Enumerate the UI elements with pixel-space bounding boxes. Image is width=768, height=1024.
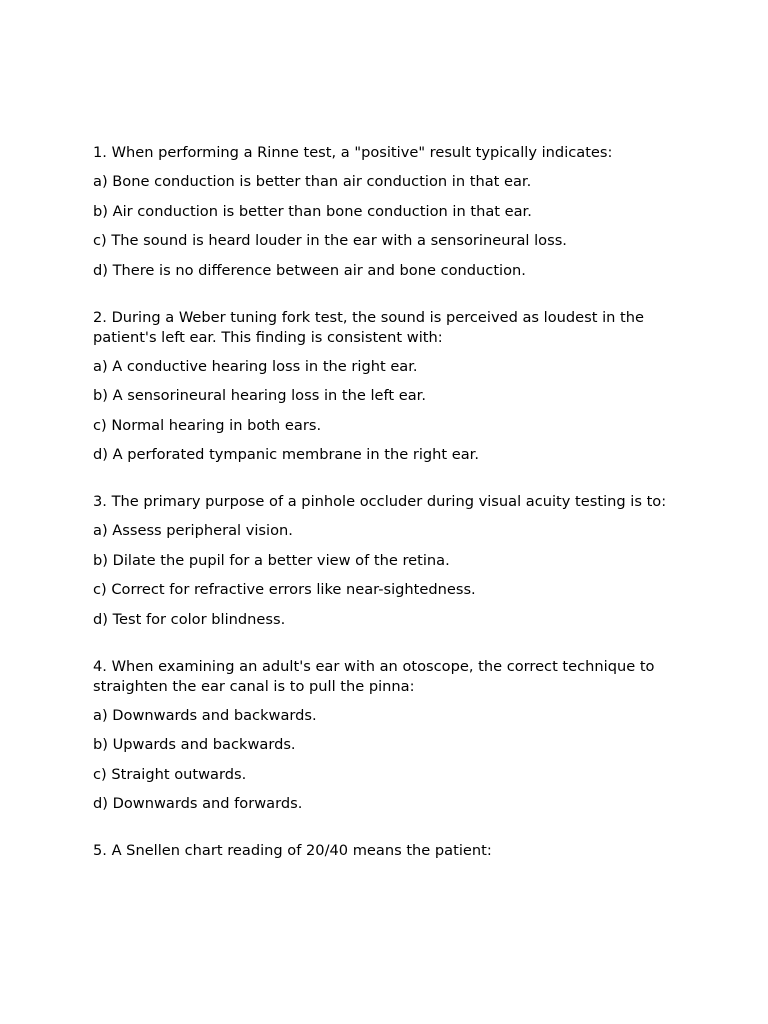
question-prompt: 1. When performing a Rinne test, a "positive" result typically indicates: (93, 144, 613, 161)
question-5 (93, 841, 673, 861)
answer-option-a: a) A conductive hearing loss in the right ear. (93, 357, 418, 375)
document-page (93, 143, 673, 888)
answer-option-d: d) Test for color blindness. (93, 610, 286, 628)
answer-option-b: b) Air conduction is better than bone conduction in that ear. (93, 202, 532, 220)
answer-option-b: b) A sensorineural hearing loss in the left ear. (93, 387, 426, 404)
answer-option-c: c) Straight outwards. (93, 765, 247, 783)
question-1 (93, 143, 673, 281)
question-4 (93, 657, 673, 815)
answer-option-c: c) Normal hearing in both ears. (93, 416, 322, 434)
answer-option-a: a) Assess peripheral vision. (93, 522, 293, 539)
answer-option-c: c) The sound is heard louder in the ear with a sensorineural loss. (93, 232, 567, 249)
question-2 (93, 308, 673, 466)
answer-option-b: b) Upwards and backwards. (93, 736, 296, 753)
question-3 (93, 492, 673, 630)
answer-option-d: d) Downwards and forwards. (93, 795, 303, 812)
question-prompt: 4. When examining an adult's ear with an otoscope, the correct technique to straighten the ear canal is to pull the pinna: (93, 657, 655, 695)
question-prompt: 2. During a Weber tuning fork test, the sound is perceived as loudest in the patient's left ear. This finding is consistent with: (93, 308, 644, 346)
question-prompt: 3. The primary purpose of a pinhole occluder during visual acuity testing is to: (93, 493, 667, 510)
answer-option-a: a) Downwards and backwards. (93, 706, 317, 724)
answer-option-c: c) Correct for refractive errors like near-sightedness. (93, 581, 476, 598)
answer-option-d: d) There is no difference between air and bone conduction. (93, 261, 526, 279)
question-prompt: 5. A Snellen chart reading of 20/40 means the patient: (93, 842, 492, 859)
answer-option-a: a) Bone conduction is better than air conduction in that ear. (93, 173, 532, 190)
answer-option-b: b) Dilate the pupil for a better view of the retina. (93, 551, 450, 569)
answer-option-d: d) A perforated tympanic membrane in the right ear. (93, 446, 479, 463)
